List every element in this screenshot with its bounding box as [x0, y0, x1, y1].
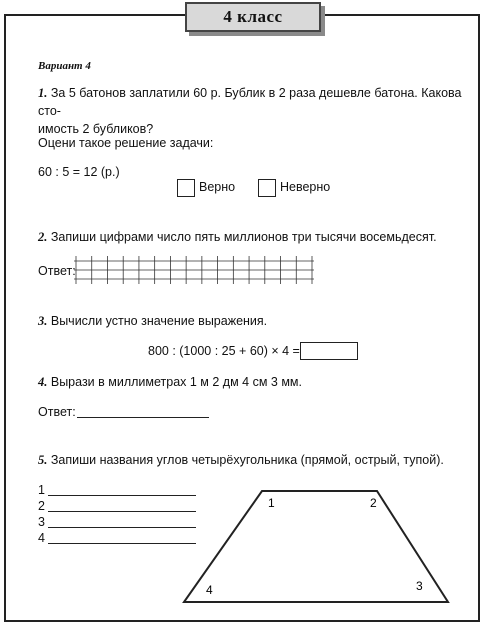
vertex-label-4: 4	[206, 583, 213, 597]
task1-text-line1: За 5 батонов заплатили 60 р. Бублик в 2 раза дешевле батона. Какова сто-	[38, 86, 462, 118]
variant-label: Вариант 4	[38, 60, 91, 72]
task2-statement	[38, 228, 437, 246]
task4-answer-line[interactable]	[77, 417, 209, 418]
task5-answer-line-2[interactable]	[48, 511, 196, 512]
task5-text: Запиши названия углов четырёхугольника (прямой, острый, тупой).	[50, 453, 444, 467]
task3-expression: 800 : (1000 : 25 + 60) × 4 =	[148, 344, 300, 358]
option-incorrect[interactable]	[258, 178, 330, 197]
vertex-label-3: 3	[416, 579, 423, 593]
task5-answer-line-1[interactable]	[48, 495, 196, 496]
answer-digit-grid[interactable]	[74, 256, 314, 286]
task2-answer-label: Ответ:	[38, 264, 76, 278]
vertex-label-2: 2	[370, 496, 377, 510]
task5-line-label-4: 4	[38, 531, 45, 545]
task4-answer-label: Ответ:	[38, 405, 76, 419]
task5-line-label-3: 3	[38, 515, 45, 529]
task5-statement	[38, 451, 444, 469]
task5-number: 5.	[38, 453, 48, 467]
task4-number: 4.	[38, 375, 48, 389]
task3-answer-box[interactable]	[300, 342, 358, 360]
option-correct-label: Верно	[199, 180, 236, 194]
task4-statement	[38, 373, 302, 391]
option-correct[interactable]	[177, 178, 235, 197]
vertex-label-1: 1	[268, 496, 275, 510]
task1-text-line2: имость 2 бубликов?	[38, 122, 154, 136]
task1-solution: 60 : 5 = 12 (р.)	[38, 165, 120, 179]
task4-text: Вырази в миллиметрах 1 м 2 дм 4 см 3 мм.	[50, 375, 302, 389]
task2-number: 2.	[38, 230, 48, 244]
task3-text: Вычисли устно значение выражения.	[50, 314, 268, 328]
task3-statement	[38, 312, 267, 330]
task5-answer-line-4[interactable]	[48, 543, 196, 544]
task3-number: 3.	[38, 314, 48, 328]
trapezoid-shape	[184, 491, 448, 602]
task5-line-label-1: 1	[38, 483, 45, 497]
checkbox-correct[interactable]	[177, 179, 195, 197]
task1-number: 1.	[38, 86, 48, 100]
trapezoid-figure	[180, 486, 452, 606]
task5-answer-line-3[interactable]	[48, 527, 196, 528]
task5-line-label-2: 2	[38, 499, 45, 513]
task1-statement	[38, 84, 468, 138]
option-incorrect-label: Неверно	[280, 180, 331, 194]
checkbox-incorrect[interactable]	[258, 179, 276, 197]
task1-prompt: Оцени такое решение задачи:	[38, 136, 214, 150]
task2-text: Запиши цифрами число пять миллионов три тысячи восемьдесят.	[50, 230, 437, 244]
grade-header: 4 класс	[185, 2, 321, 32]
